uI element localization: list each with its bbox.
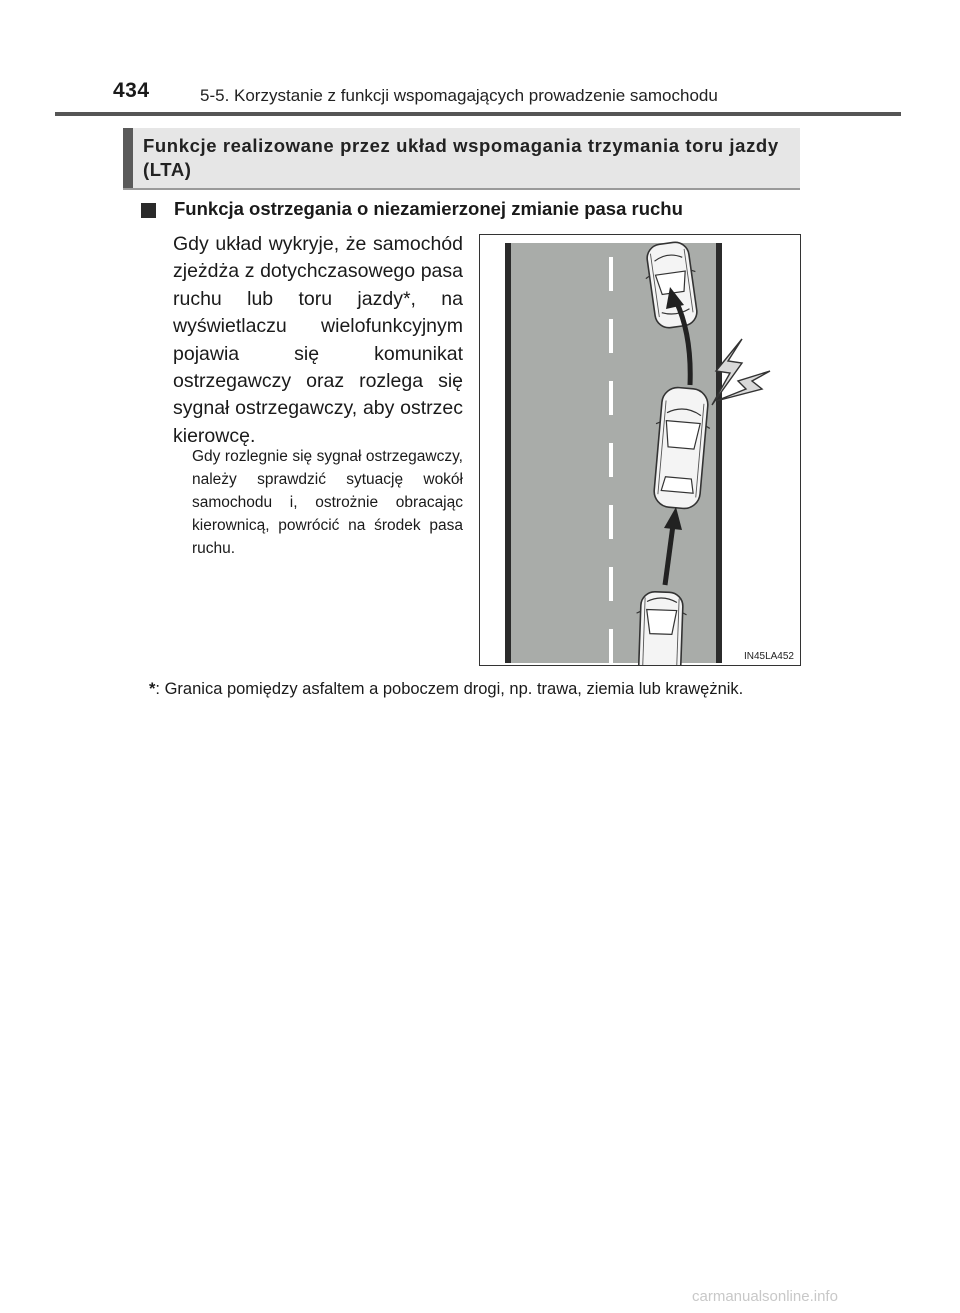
car-bottom <box>634 591 687 665</box>
section-heading-bar <box>123 128 133 188</box>
footnote <box>149 680 809 699</box>
page-number: 434 <box>113 79 150 102</box>
lane-departure-diagram <box>480 235 800 665</box>
body-paragraph: Gdy układ wykryje, że samochód zjeżdża z dotychczasowego pasa ruchu lub toru jazdy*, na wyświetlaczu wielofunkcyjnym pojawia się komunikat ostrzegawczy oraz rozlega się sygnał ostrzegawczy, aby ostrzec kierowcę. <box>173 233 463 447</box>
footnote-mark: * <box>149 680 156 698</box>
subsection-heading: Funkcja ostrzegania o niezamierzonej zmianie pasa ruchu <box>174 198 683 219</box>
subsection-square-icon <box>141 203 156 218</box>
lane-departure-illustration <box>479 234 801 666</box>
right-road-edge <box>716 243 722 663</box>
section-heading: Funkcje realizowane przez układ wspomagania trzymania toru jazdy (LTA) <box>143 135 779 180</box>
section-heading-box <box>123 128 800 190</box>
figure-code: IN45LA452 <box>743 651 794 662</box>
watermark: carmanualsonline.info <box>692 1288 838 1305</box>
left-road-edge <box>505 243 511 663</box>
header-divider <box>55 112 901 116</box>
chapter-title: 5-5. Korzystanie z funkcji wspomagających prowadzenie samochodu <box>200 86 718 105</box>
footnote-text: : Granica pomiędzy asfaltem a poboczem drogi, np. trawa, ziemia lub krawężnik. <box>155 680 744 698</box>
note-paragraph: Gdy rozlegnie się sygnał ostrzegawczy, należy sprawdzić sytuację wokół samochodu i, ostrożnie obracając kierownicą, powrócić na środek pasa ruchu. <box>192 448 463 557</box>
